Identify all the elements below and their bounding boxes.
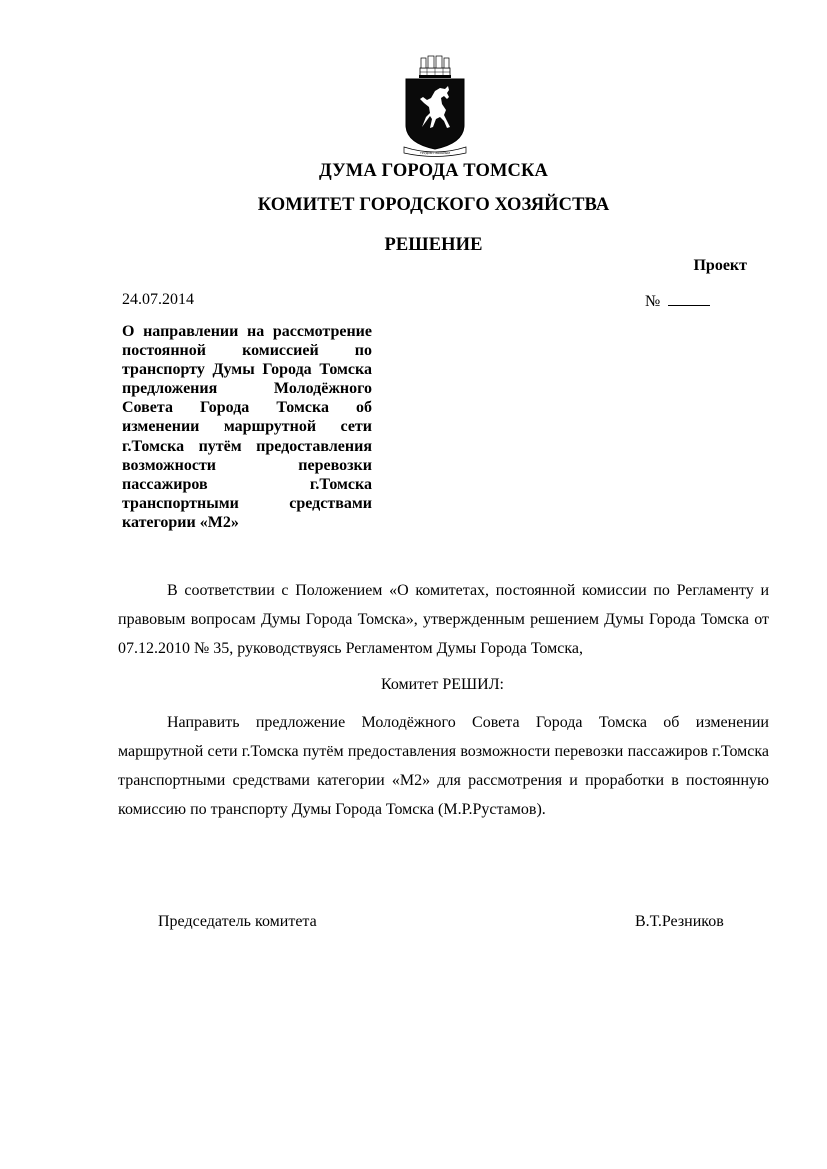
number-blank-line [668, 291, 710, 306]
organization-name: ДУМА ГОРОДА ТОМСКА [319, 161, 548, 181]
resolved-heading: Комитет РЕШИЛ: [380, 676, 504, 693]
document-subject: О направлении на рассмотрение постоянной комиссией по транспорту Думы Города Томска предложения Молодёжного Совета Города Томска об изменении маршрутной сети г.Томска путём предоставления возможности перевозки пассажиров г.Томска транспортными средствами категории «М2» [122, 323, 372, 531]
emblem-motto: ТРУДОМ • ЗНАНИЕМ [420, 151, 450, 155]
tomsk-coat-of-arms-icon [400, 55, 470, 160]
number-label: № [645, 293, 661, 310]
document-date: 24.07.2014 [122, 291, 194, 308]
document-number [645, 291, 710, 311]
basis-paragraph: В соответствии с Положением «О комитетах, постоянной комиссии по Регламенту и правовым вопросам Думы Города Томска», утвержденным решением Думы Города Томска от 07.12.2010 № 35, руководствуясь Регламентом Думы Города Томска, [118, 582, 769, 657]
signatory-title: Председатель комитета [158, 913, 317, 930]
committee-name: КОМИТЕТ ГОРОДСКОГО ХОЗЯЙСТВА [257, 195, 610, 215]
directive-paragraph: Направить предложение Молодёжного Совета Города Томска об изменении маршрутной сети г.Томска путём предоставления возможности перевозки пассажиров г.Томска транспортными средствами категории «М2» для рассмотрения и проработки в постоянную комиссию по транспорту Думы Города Томска (М.Р.Рустамов). [118, 714, 769, 818]
document-type-title: РЕШЕНИЕ [384, 235, 483, 255]
document-status: Проект [693, 257, 747, 274]
crown-icon [419, 56, 451, 78]
signatory-name: В.Т.Резников [635, 913, 724, 930]
